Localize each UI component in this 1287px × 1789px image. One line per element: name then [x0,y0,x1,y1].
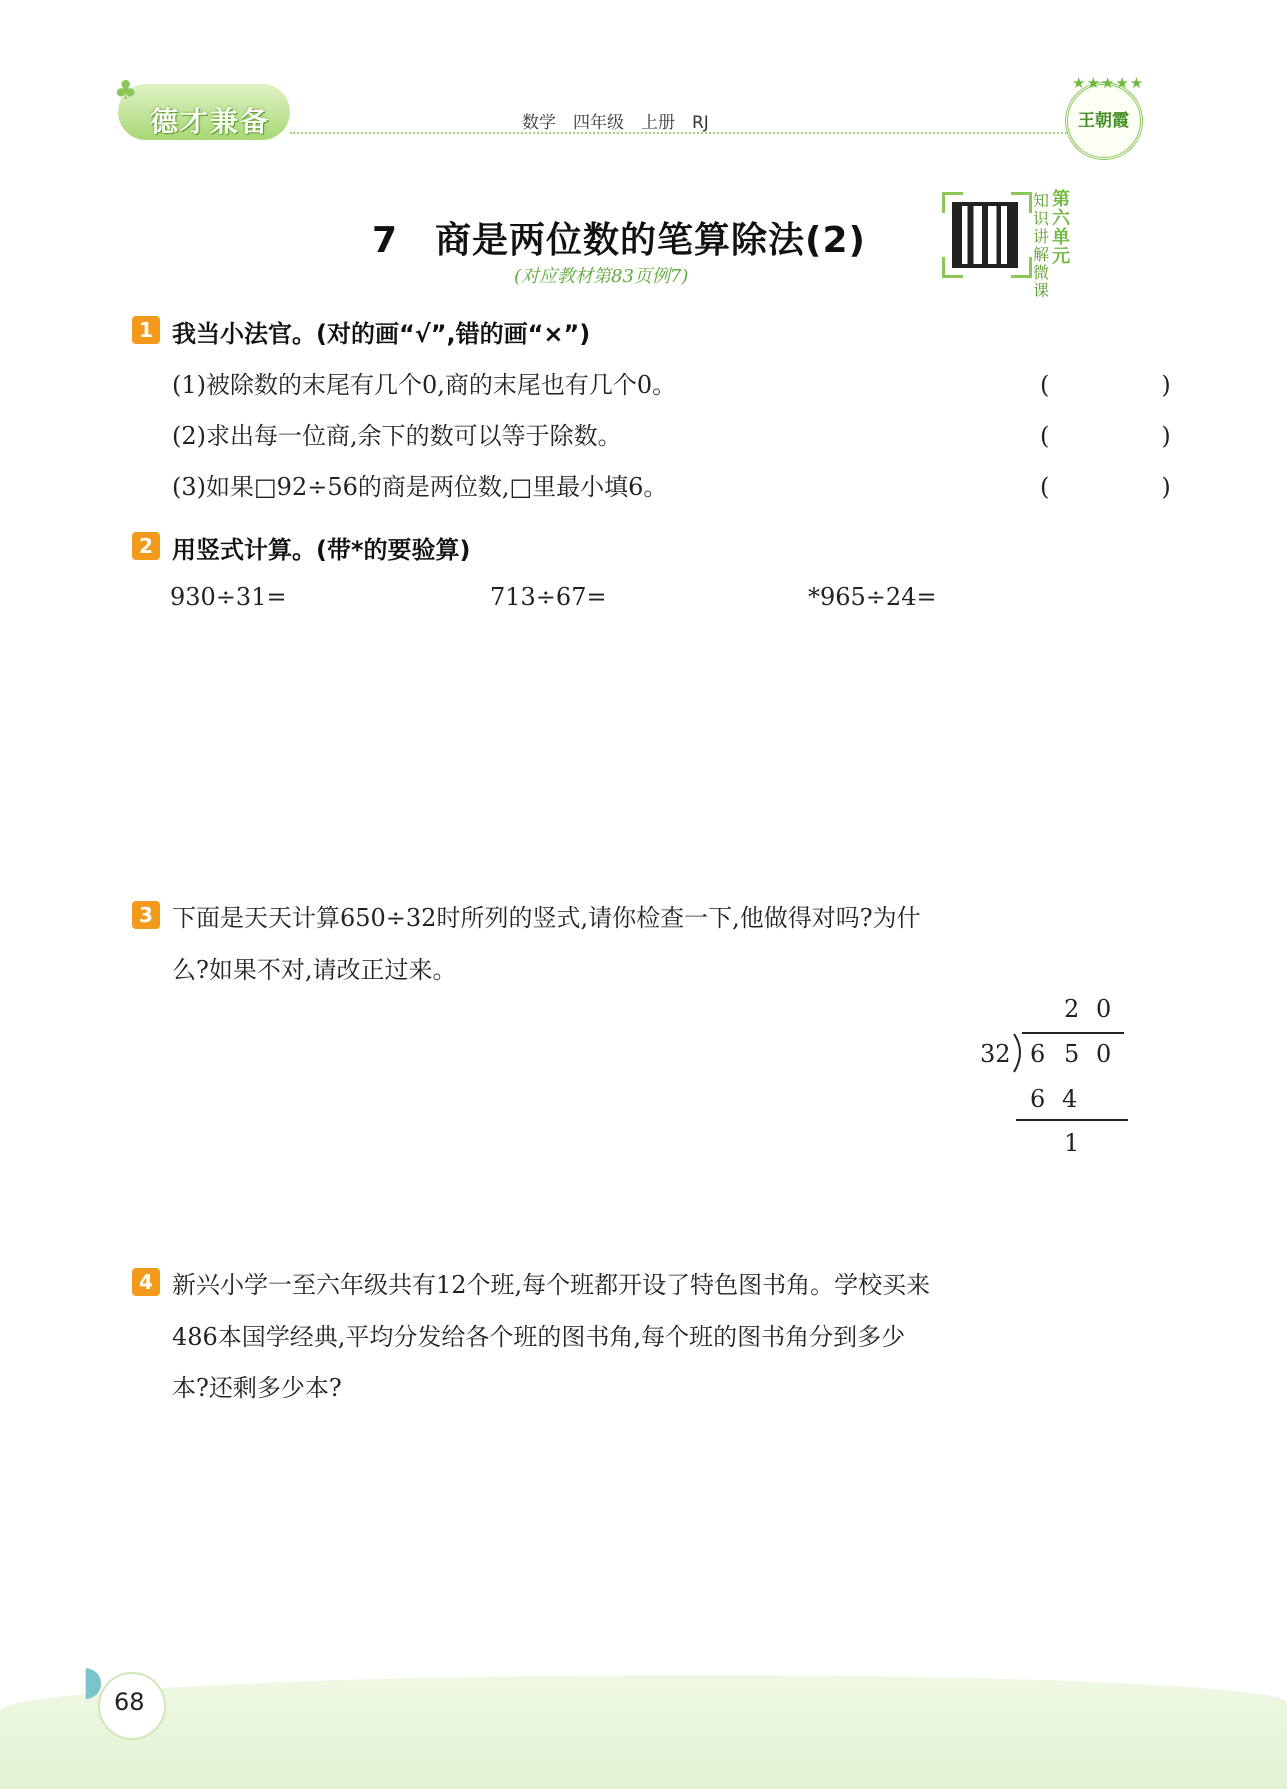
q2-problem-2: 713÷67= [490,583,607,611]
dividend-digit: 5 [1064,1040,1080,1068]
page-number: 68 [114,1688,145,1716]
question-number-1: 1 [132,316,160,344]
footer-background [0,1675,1287,1789]
question-1-title: 我当小法官。(对的画“√”,错的画“×”) [172,320,591,348]
q2-problem-1: 930÷31= [170,583,287,611]
question-number-4: 4 [132,1268,160,1296]
remainder: 1 [1064,1129,1080,1157]
q1-item-3: (3)如果□92÷56的商是两位数,□里最小填6。 [172,473,668,501]
quotient-digit: 0 [1096,995,1112,1023]
brand-logo-text: 德才兼备 [150,105,271,138]
division-bar [1022,1032,1124,1034]
division-bracket [1012,1032,1026,1074]
q1-answer-3[interactable]: ( ) [1040,473,1215,501]
q3-text-line-2: 么?如果不对,请改正过来。 [172,956,457,984]
product-digit: 4 [1062,1085,1078,1113]
dividend-digit: 6 [1030,1040,1046,1068]
q1-item-1: (1)被除数的末尾有几个0,商的末尾也有几个0。 [172,371,677,399]
subtraction-line [1016,1119,1128,1121]
quotient-digit: 2 [1064,995,1080,1023]
badge-name: 王朝霞 [1078,111,1129,131]
qr-label-unit: 第 六 单 元 [1052,189,1070,267]
product-digit: 6 [1030,1085,1046,1113]
divisor: 32 [980,1040,1011,1068]
dolphin-icon: ◗ [82,1658,104,1704]
question-2-title: 用竖式计算。(带*的要验算) [172,536,471,564]
page-subtitle: (对应教材第83页例7) [514,266,689,287]
dividend-digit: 0 [1096,1040,1112,1068]
palm-icon: ♣ [114,76,138,106]
q2-problem-3: *965÷24= [808,583,937,611]
page-title: 7 商是两位数的笔算除法(2) [372,220,867,261]
badge-stars-icon: ★★★★★ [1072,74,1145,92]
q1-item-2: (2)求出每一位商,余下的数可以等于除数。 [172,422,622,450]
qr-label-knowledge: 知 识 讲 解 微 课 [1032,191,1049,300]
header-divider [290,132,1130,134]
q1-answer-2[interactable]: ( ) [1040,422,1215,450]
header-subtitle: 数学 四年级 上册 RJ [522,113,709,133]
q4-text-line-2: 486本国学经典,平均分发给各个班的图书角,每个班的图书角分到多少 [172,1323,906,1351]
q1-answer-1[interactable]: ( ) [1040,371,1215,399]
q4-text-line-3: 本?还剩多少本? [172,1374,342,1402]
question-number-3: 3 [132,901,160,929]
q3-text-line-1: 下面是天天计算650÷32时所列的竖式,请你检查一下,他做得对吗?为什 [172,904,921,932]
question-number-2: 2 [132,532,160,560]
q4-text-line-1: 新兴小学一至六年级共有12个班,每个班都开设了特色图书角。学校买来 [172,1271,931,1299]
qr-code-icon[interactable] [952,202,1018,268]
